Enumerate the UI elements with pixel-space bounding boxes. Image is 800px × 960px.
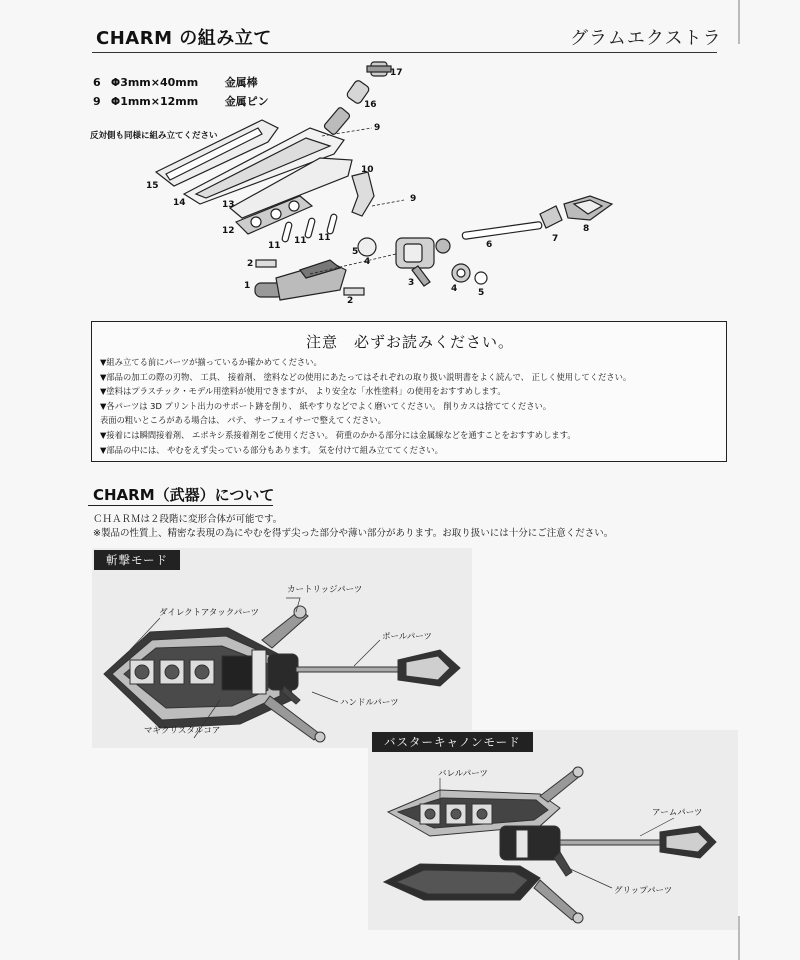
caution-line: ▼各パーツは 3D プリント出力のサポート跡を削り、 紙やすりなどでよく磨いてください。 削りカスは捨ててください。 <box>100 400 552 411</box>
part-number: 2 <box>347 296 354 306</box>
description-line: ＣＨＡＲＭは２段階に変形合体が可能です。 <box>93 514 283 525</box>
caution-line: ▼接着には瞬間接着剤、 エポキシ系接着剤をご使用ください。 荷重のかかる部分には金属線などを通すことをおすすめします。 <box>100 429 576 440</box>
spec-no: 6 <box>93 76 101 89</box>
part-number: 10 <box>361 165 374 175</box>
caution-line: ▼部品の加工の際の刃物、 工具、 接着剤、 塗料などの使用にあたってはそれぞれの取り扱い説明書をよく読んで、 正しく使用してください。 <box>100 371 632 382</box>
spec-size: Φ1mm×12mm <box>110 95 199 108</box>
label-direct-attack: ダイレクトアタックパーツ <box>159 608 259 618</box>
part-number: 2 <box>247 259 254 269</box>
part-number: 9 <box>374 123 381 133</box>
part-number: 5 <box>352 247 359 257</box>
part-number: 6 <box>486 240 493 250</box>
part-number: 16 <box>364 100 377 110</box>
caution-line: ▼部品の中には、 やむをえず尖っている部分もあります。 気を付けて組み立ててください。 <box>100 444 443 455</box>
spec-name: 金属ピン <box>224 95 269 108</box>
part-number: 17 <box>390 68 403 78</box>
mode-tag-buster: バスターキャノンモード <box>372 732 533 752</box>
description-line: ※製品の性質上、精密な表現の為にやむを得ず尖った部分や薄い部分があります。お取り扱いには十分にご注意ください。 <box>93 528 614 539</box>
part-number: 11 <box>318 233 331 243</box>
label-magi-crystal-core: マギクリスタルコア <box>144 726 221 736</box>
label-arm: アームパーツ <box>652 808 703 818</box>
part-number: 13 <box>222 200 235 210</box>
part-number: 1 <box>244 281 251 291</box>
caution-title: 注意 必ずお読みください。 <box>305 333 514 351</box>
spec-size: Φ3mm×40mm <box>110 76 199 89</box>
part-number: 3 <box>408 278 415 288</box>
part-number: 4 <box>451 284 458 294</box>
caution-line: ▼組み立てる前にパーツが揃っているか確かめてください。 <box>100 357 322 367</box>
part-number: 5 <box>478 288 485 298</box>
label-pole: ポールパーツ <box>382 632 432 642</box>
part-number: 4 <box>364 257 371 267</box>
section-title: CHARM（武器）について <box>93 486 275 504</box>
label-grip: グリップパーツ <box>614 886 673 896</box>
part-number: 7 <box>552 234 559 244</box>
part-number: 11 <box>268 241 281 251</box>
spec-name: 金属棒 <box>224 76 258 89</box>
label-handle: ハンドルパーツ <box>340 698 399 708</box>
page-title: CHARM の組み立て <box>96 28 272 49</box>
part-number: 8 <box>583 224 590 234</box>
product-name: グラムエクストラ <box>570 28 722 49</box>
caution-line: 表面の粗いところがある場合は、 パテ、 サーフェイサーで整えてください。 <box>100 415 386 426</box>
part-number: 14 <box>173 198 186 208</box>
mode-tag-slash: 斬撃モード <box>94 550 180 570</box>
label-cartridge: カートリッジパーツ <box>287 585 363 595</box>
spec-no: 9 <box>93 95 101 108</box>
part-number: 12 <box>222 226 235 236</box>
part-number: 11 <box>294 236 307 246</box>
part-number: 15 <box>146 181 159 191</box>
part-number: 9 <box>410 194 417 204</box>
caution-line: ▼塗料はプラスチック・モデル用塗料が使用できますが、 より安全な「水性塗料」の使用をおすすめします。 <box>100 386 506 397</box>
label-barrel: バレルパーツ <box>438 769 488 779</box>
assembly-note: 反対側も同様に組み立てください <box>90 131 218 141</box>
